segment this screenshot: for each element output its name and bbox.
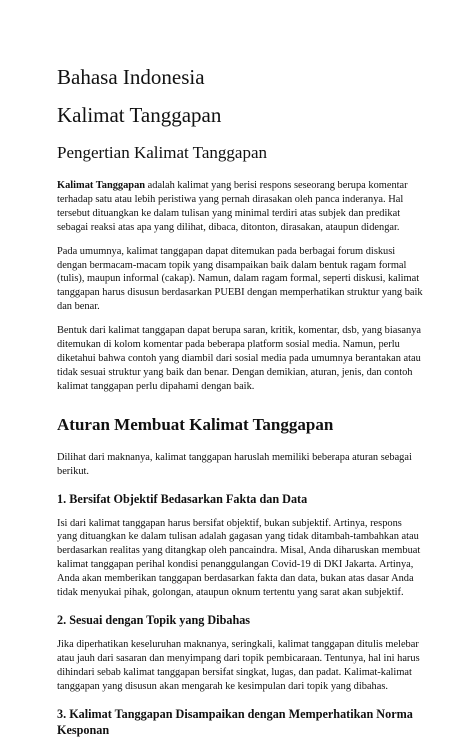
- rule-heading-1: 1. Bersifat Objektif Bedasarkan Fakta dan Data: [57, 491, 308, 506]
- paragraph-5: Isi dari kalimat tanggapan harus bersifat objektif, bukan subjektif. Artinya, respons yang dituangkan ke dalam tulisan adalah gagasan yang tidak ditambah-tambahkan atau berdasarkan realitas yang ditangkap oleh pancaindra. Misal, Anda diharuskan membuat kalimat tanggapan perihal kondisi penanggulangan Covid-19 di DKI Jakarta. Artinya, Anda akan memberikan tanggapan berdasarkan fakta dan data, bukan atas dasar Anda tidak menyukai pihak, golongan, ataupun oknum tertentu yang sarat akan subjektif.: [57, 517, 421, 599]
- paragraph-1-text: adalah kalimat yang berisi respons seseorang berupa komentar terhadap satu atau lebih peristiwa yang pernah dirasakan oleh panca inderanya. Hal tersebut dituangkan ke dalam tulisan yang minimal terdiri atas subjek dan predikat sebagai reaksi atas apa yang dilihat, dibaca, ditonton, dirasakan, ataupun didengar.: [57, 180, 408, 233]
- section-heading-pengertian: Pengertian Kalimat Tanggapan: [57, 143, 267, 162]
- rule-heading-3: 3. Kalimat Tanggapan Disampaikan dengan Memperhatikan Norma Kesponan: [57, 706, 413, 737]
- doc-subtitle: Kalimat Tanggapan: [57, 103, 222, 127]
- paragraph-3: Bentuk dari kalimat tanggapan dapat berupa saran, kritik, komentar, dsb, yang biasanya ditemukan di kolom komentar pada beberapa platform sosial media. Namun, perlu diketahui bahwa contoh yang diambil dari sosial media pada umumnya berantakan atau tidak sesuai struktur yang baik dan benar. Dengan demikian, aturan, jenis, dan contoh kalimat tanggapan perlu dipahami dengan baik.: [57, 325, 422, 392]
- paragraph-4: Dilihat dari maknanya, kalimat tanggapan haruslah memiliki beberapa aturan sebagai berikut.: [57, 451, 412, 477]
- doc-title: Bahasa Indonesia: [57, 65, 205, 89]
- term-bold: Kalimat Tanggapan: [57, 180, 146, 191]
- paragraph-6: Jika diperhatikan keseluruhan maknanya, seringkali, kalimat tanggapan ditulis melebar atau jauh dari sasaran dan menyimpang dari topik pembicaraan. Tentunya, hal ini harus dihindari sebab kalimat tanggapan bersifat singkat, lugas, dan padat. Kalimat-kalimat tanggapan yang disusun akan mengarah ke kesimpulan dari topik yang dibahas.: [57, 638, 420, 692]
- paragraph-1: [57, 179, 424, 235]
- section-heading-aturan: Aturan Membuat Kalimat Tanggapan: [57, 414, 334, 434]
- paragraph-2: Pada umumnya, kalimat tanggapan dapat ditemukan pada berbagai forum diskusi dengan bermacam-macam topik yang disampaikan baik dalam bentuk ragam formal (tulis), maupun informal (cakap). Namun, dalam ragam formal, seperti diskusi, kalimat tanggapan harus disusun berdasarkan PUEBI dengan memperhatikan struktur yang baik dan benar.: [57, 245, 423, 313]
- rule-heading-2: 2. Sesuai dengan Topik yang Dibahas: [57, 612, 251, 627]
